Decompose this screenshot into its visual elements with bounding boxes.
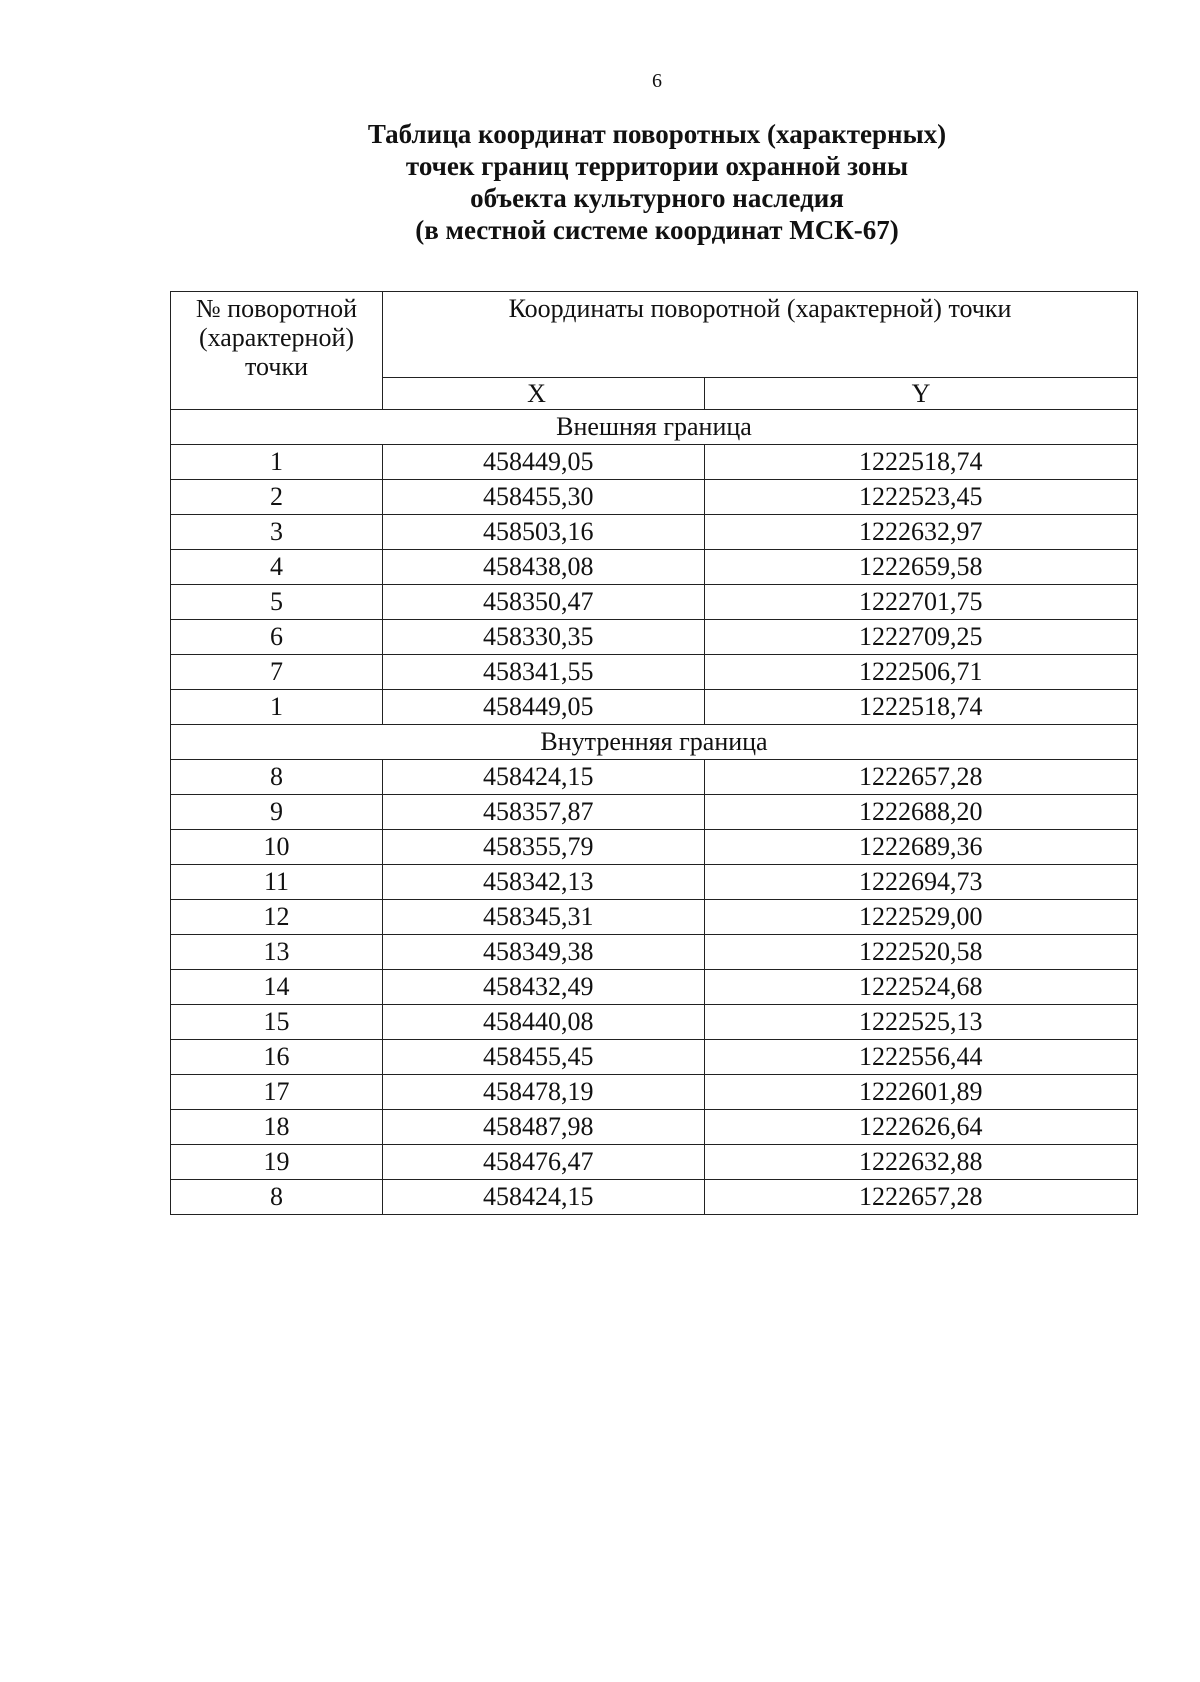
x-coordinate-cell: 458330,35 [383,620,705,655]
table-row [171,655,1138,690]
y-coordinate-cell: 1222701,75 [705,585,1138,620]
section-row [171,410,1138,445]
point-number-cell: 10 [171,830,383,865]
table-row [171,585,1138,620]
y-coordinate-cell: 1222659,58 [705,550,1138,585]
table-row [171,970,1138,1005]
x-coordinate-cell: 458503,16 [383,515,705,550]
table-header [171,292,1138,410]
table-body [171,410,1138,1215]
table-row [171,1040,1138,1075]
x-coordinate-cell: 458357,87 [383,795,705,830]
document-title [0,118,1200,246]
point-number-cell: 11 [171,865,383,900]
x-coordinate-cell: 458432,49 [383,970,705,1005]
point-number-cell: 14 [171,970,383,1005]
x-coordinate-cell: 458438,08 [383,550,705,585]
table-row [171,690,1138,725]
header-x: X [383,378,705,410]
point-number-cell: 16 [171,1040,383,1075]
x-coordinate-cell: 458487,98 [383,1110,705,1145]
point-number-cell: 1 [171,445,383,480]
x-coordinate-cell: 458342,13 [383,865,705,900]
x-coordinate-cell: 458345,31 [383,900,705,935]
table-row [171,795,1138,830]
point-number-cell: 3 [171,515,383,550]
x-coordinate-cell: 458449,05 [383,690,705,725]
header-point-number: № поворотной (характерной) точки [171,292,383,410]
table-row [171,445,1138,480]
x-coordinate-cell: 458455,30 [383,480,705,515]
table-row [171,900,1138,935]
table-row [171,620,1138,655]
point-number-cell: 5 [171,585,383,620]
y-coordinate-cell: 1222518,74 [705,690,1138,725]
table-row [171,935,1138,970]
y-coordinate-cell: 1222525,13 [705,1005,1138,1040]
y-coordinate-cell: 1222688,20 [705,795,1138,830]
point-number-cell: 2 [171,480,383,515]
table-row [171,830,1138,865]
y-coordinate-cell: 1222626,64 [705,1110,1138,1145]
y-coordinate-cell: 1222506,71 [705,655,1138,690]
y-coordinate-cell: 1222523,45 [705,480,1138,515]
table-row [171,760,1138,795]
coordinates-table [170,291,1138,1215]
section-title: Внешняя граница [171,410,1138,445]
x-coordinate-cell: 458476,47 [383,1145,705,1180]
point-number-cell: 18 [171,1110,383,1145]
point-number-cell: 8 [171,1180,383,1215]
point-number-cell: 13 [171,935,383,970]
y-coordinate-cell: 1222709,25 [705,620,1138,655]
point-number-cell: 1 [171,690,383,725]
y-coordinate-cell: 1222657,28 [705,1180,1138,1215]
y-coordinate-cell: 1222632,97 [705,515,1138,550]
section-title: Внутренняя граница [171,725,1138,760]
table-row [171,1005,1138,1040]
y-coordinate-cell: 1222689,36 [705,830,1138,865]
x-coordinate-cell: 458355,79 [383,830,705,865]
point-number-cell: 4 [171,550,383,585]
point-number-cell: 17 [171,1075,383,1110]
x-coordinate-cell: 458349,38 [383,935,705,970]
x-coordinate-cell: 458424,15 [383,1180,705,1215]
title-line-4: (в местной системе координат МСК-67) [415,215,899,245]
y-coordinate-cell: 1222529,00 [705,900,1138,935]
table-row [171,1180,1138,1215]
header-coordinates: Координаты поворотной (характерной) точки [383,292,1138,378]
x-coordinate-cell: 458449,05 [383,445,705,480]
x-coordinate-cell: 458455,45 [383,1040,705,1075]
x-coordinate-cell: 458424,15 [383,760,705,795]
point-number-cell: 19 [171,1145,383,1180]
table-row [171,1075,1138,1110]
section-row [171,725,1138,760]
table-row [171,1110,1138,1145]
page-number: 6 [652,70,662,92]
x-coordinate-cell: 458478,19 [383,1075,705,1110]
point-number-cell: 9 [171,795,383,830]
x-coordinate-cell: 458440,08 [383,1005,705,1040]
table-row [171,550,1138,585]
x-coordinate-cell: 458341,55 [383,655,705,690]
point-number-cell: 15 [171,1005,383,1040]
y-coordinate-cell: 1222632,88 [705,1145,1138,1180]
title-line-1: Таблица координат поворотных (характерных) [367,119,947,149]
y-coordinate-cell: 1222657,28 [705,760,1138,795]
x-coordinate-cell: 458350,47 [383,585,705,620]
point-number-cell: 7 [171,655,383,690]
point-number-cell: 8 [171,760,383,795]
title-line-3: объекта культурного наследия [470,183,844,213]
header-y: Y [705,378,1138,410]
y-coordinate-cell: 1222518,74 [705,445,1138,480]
table-row [171,480,1138,515]
point-number-cell: 12 [171,900,383,935]
y-coordinate-cell: 1222694,73 [705,865,1138,900]
y-coordinate-cell: 1222524,68 [705,970,1138,1005]
y-coordinate-cell: 1222601,89 [705,1075,1138,1110]
table-row [171,515,1138,550]
y-coordinate-cell: 1222556,44 [705,1040,1138,1075]
title-line-2: точек границ территории охранной зоны [405,151,909,181]
table-row [171,1145,1138,1180]
y-coordinate-cell: 1222520,58 [705,935,1138,970]
table-row [171,865,1138,900]
point-number-cell: 6 [171,620,383,655]
